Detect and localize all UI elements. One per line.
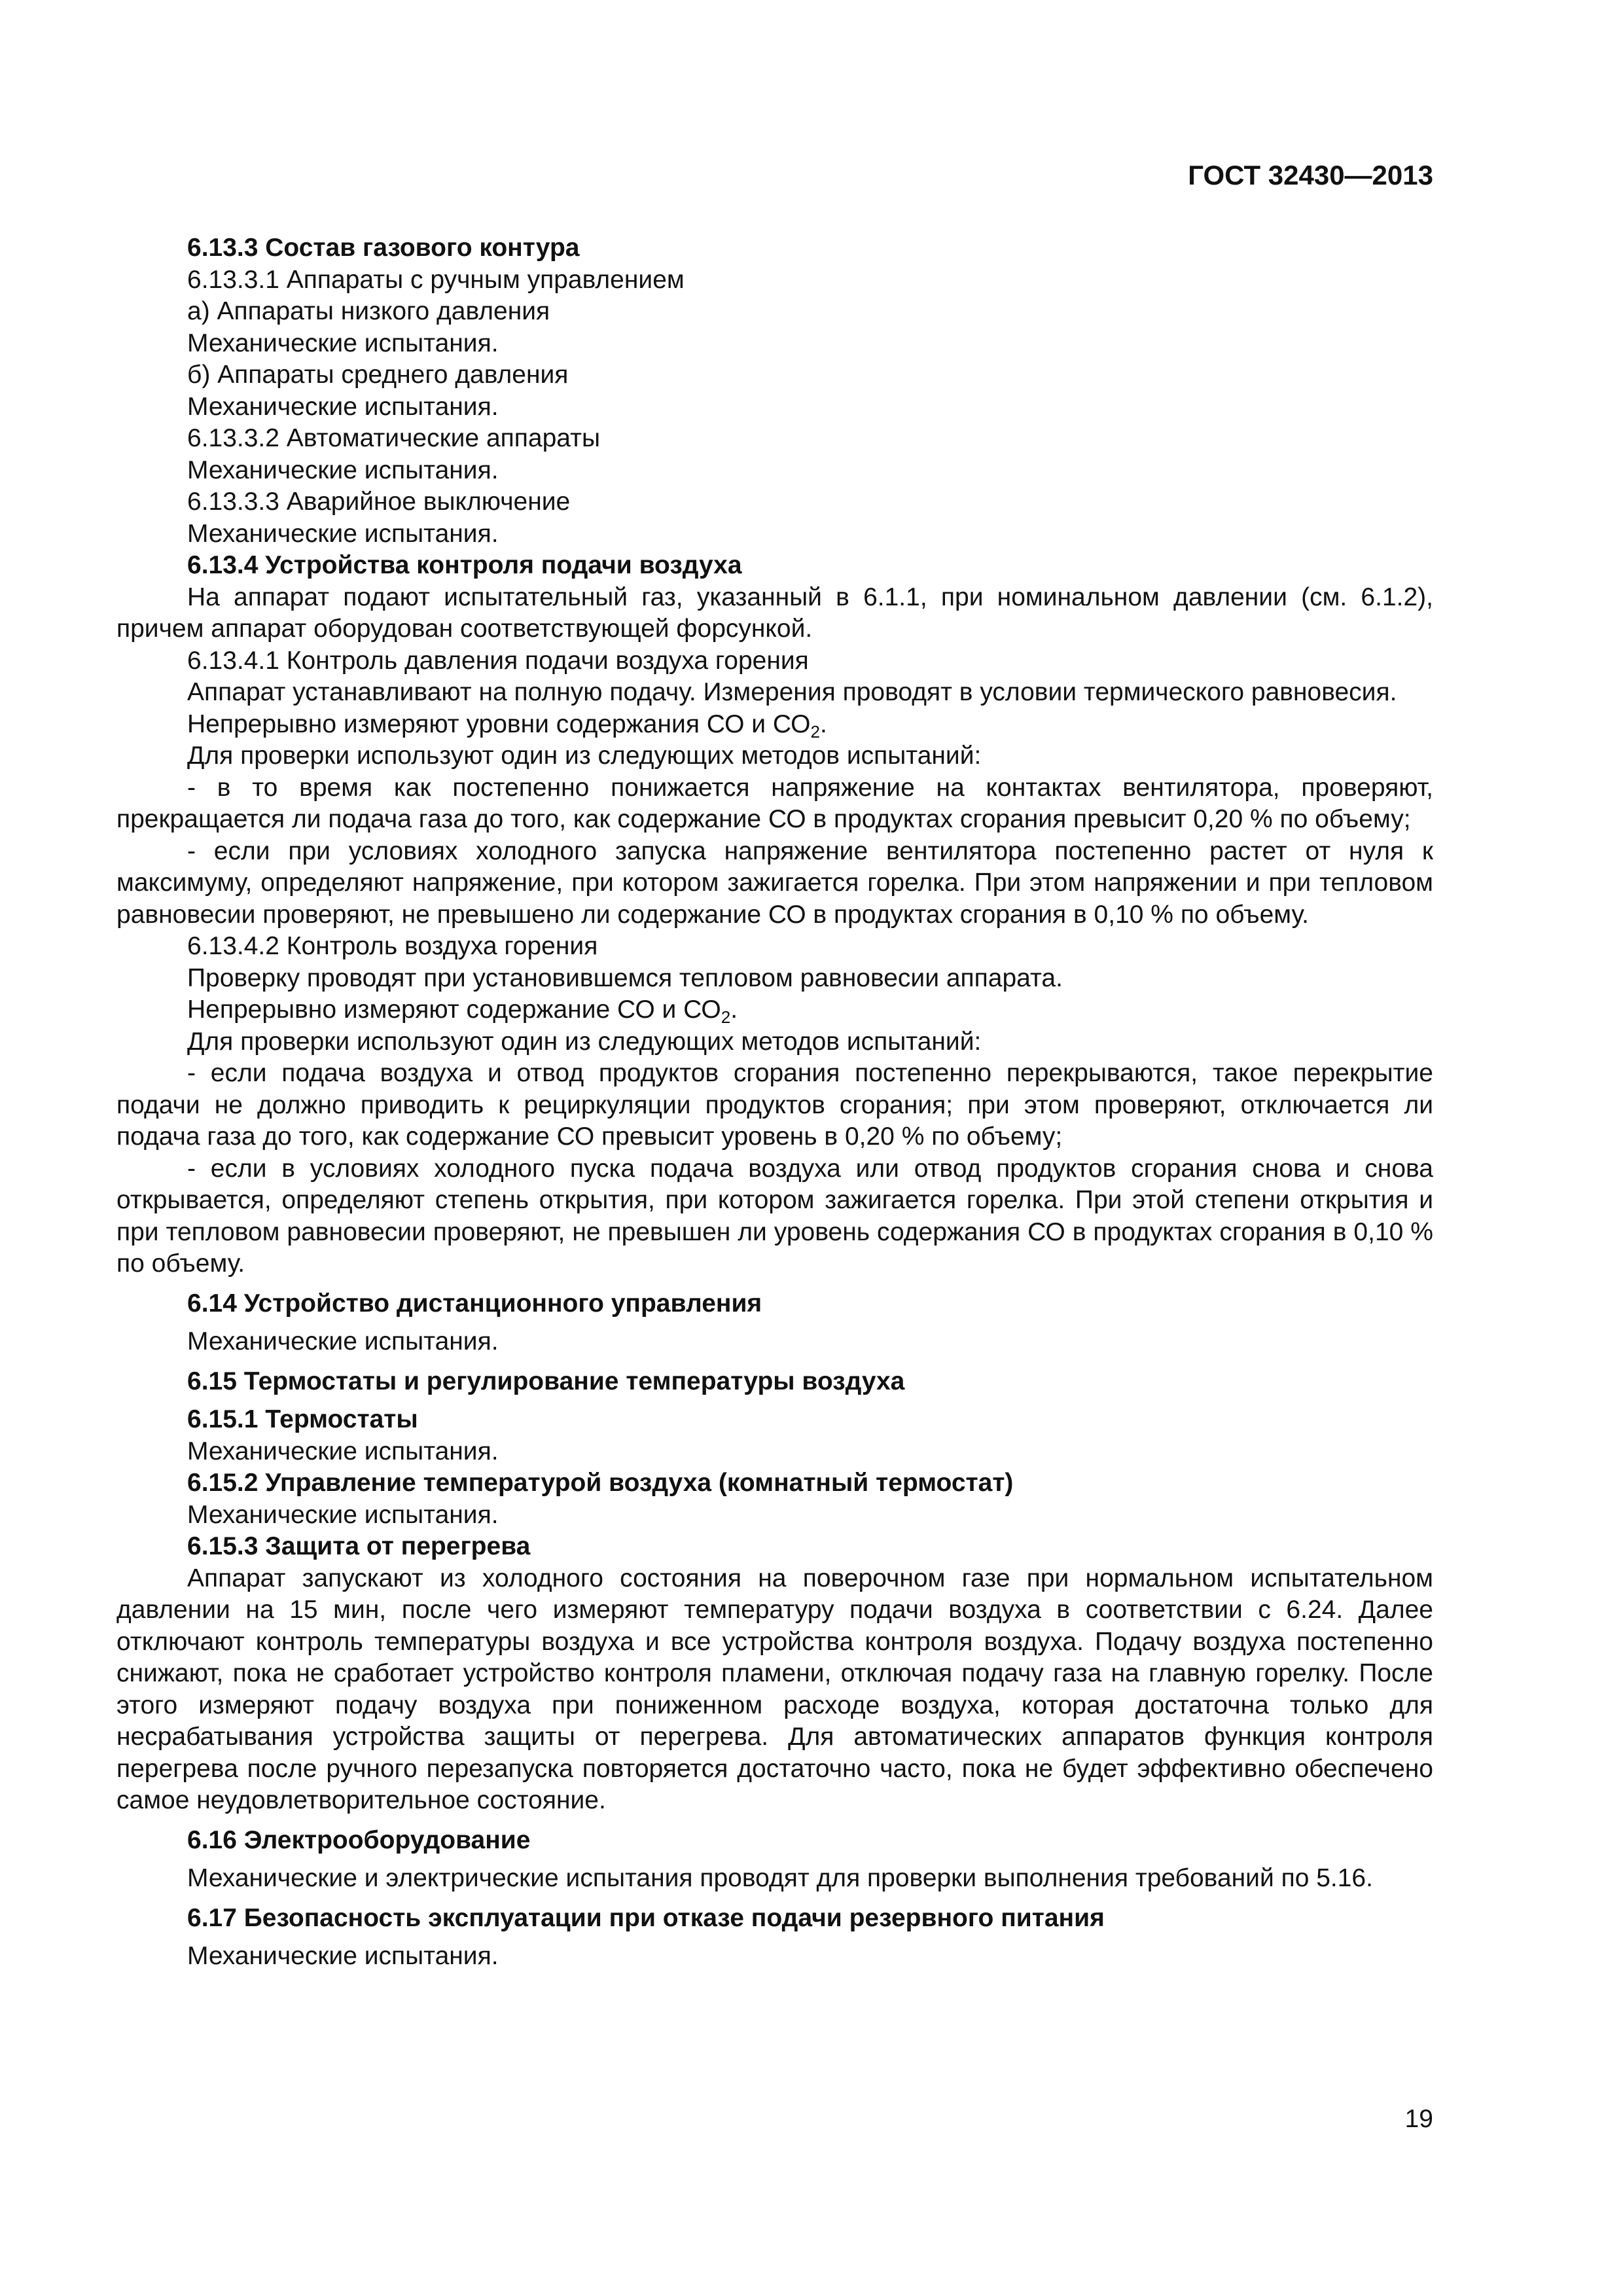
list-item: - если в условиях холодного пуска подача воздуха или отвод продуктов сгорания снова и снова открывается, определяют степень открытия, при котором зажигается горелка. При этой степени открытия и при тепловом равновесии проверяют, не превышен ли уровень содержания СО в продуктах сгорания в 0,10 % по объему. [116, 1154, 1433, 1278]
paragraph: Механические испытания. [187, 329, 499, 357]
section-heading: 6.15.1 Термостаты [187, 1405, 418, 1433]
page-number: 19 [1404, 2105, 1433, 2133]
text-run: Непрерывно измеряют уровни содержания СО и СО [187, 709, 811, 738]
list-item: б) Аппараты среднего давления [187, 361, 569, 389]
paragraph: Механические испытания. [187, 1942, 499, 1970]
list-item: - в то время как постепенно понижается напряжение на контактах вентилятора, проверяют, прекращается ли подача газа до того, как содержание СО в продуктах сгорания превысит 0,20 % по объему; [116, 773, 1433, 833]
paragraph: На аппарат подают испытательный газ, указанный в 6.1.1, при номинальном давлении (см. 6.1.2), причем аппарат оборудован соответствующей форсункой. [116, 583, 1433, 643]
subsection-heading: 6.13.3.2 Автоматические аппараты [187, 424, 600, 452]
paragraph: Механические испытания. [187, 392, 499, 421]
paragraph: Проверку проводят при установившемся тепловом равновесии аппарата. [187, 963, 1063, 992]
subsection-heading: 6.13.4.2 Контроль воздуха горения [187, 932, 598, 960]
subscript: 2 [721, 1007, 731, 1027]
document-body [116, 232, 1433, 1973]
paragraph: Для проверки используют один из следующих методов испытаний: [187, 742, 982, 770]
text-run: Непрерывно измеряют содержание СО и СО [187, 996, 721, 1024]
document-code: ГОСТ 32430—2013 [1188, 160, 1433, 190]
paragraph: Механические испытания. [187, 1500, 499, 1529]
section-heading: 6.13.4 Устройства контроля подачи воздуха [187, 551, 742, 579]
paragraph: Механические испытания. [187, 1437, 499, 1465]
paragraph: Аппарат запускают из холодного состояния на поверочном газе при нормальном испытательном давлении на 15 мин, после чего измеряют температуру подачи воздуха в соответствии с 6.24. Далее отключают контроль температуры воздуха и все устройства контроля воздуха. Подачу воздуха постепенно снижают, пока не сработает устройство контроля пламени, отключая подачу газа на главную горелку. После этого измеряют подачу воздуха при пониженном расходе воздуха, которая достаточна только для несрабатывания устройства защиты от перегрева. Для автоматических аппаратов функция контроля перегрева после ручного перезапуска повторяется достаточно часто, пока не будет эффективно обеспечено самое неудовлетворительное состояние. [116, 1564, 1433, 1814]
section-heading: 6.13.3 Состав газового контура [187, 234, 580, 262]
section-heading: 6.16 Электрооборудование [187, 1825, 531, 1854]
paragraph: Механические испытания. [187, 1327, 499, 1355]
subscript: 2 [810, 721, 820, 742]
section-heading: 6.15.3 Защита от перегрева [187, 1532, 531, 1560]
paragraph [116, 994, 1433, 1026]
paragraph: Механические испытания. [187, 456, 499, 484]
list-item: - если подача воздуха и отвод продуктов сгорания постепенно перекрываются, такое перекрытие подачи не должно приводить к рециркуляции продуктов сгорания; при этом проверяют, отключается ли подача газа до того, как содержание СО превысит уровень в 0,20 % по объему; [116, 1059, 1433, 1151]
section-heading: 6.14 Устройство дистанционного управления [187, 1289, 762, 1318]
paragraph: Для проверки используют один из следующих методов испытаний: [187, 1027, 982, 1056]
subsection-heading: 6.13.4.1 Контроль давления подачи воздуха горения [187, 646, 809, 675]
subsection-heading: 6.13.3.1 Аппараты с ручным управлением [187, 265, 685, 294]
section-heading: 6.15 Термостаты и регулирование температуры воздуха [187, 1367, 905, 1395]
paragraph: Механические и электрические испытания проводят для проверки выполнения требований по 5.16. [187, 1864, 1373, 1892]
text-run: . [730, 996, 738, 1024]
section-heading: 6.15.2 Управление температурой воздуха (комнатный термостат) [187, 1469, 1014, 1497]
section-heading: 6.17 Безопасность эксплуатации при отказе подачи резервного питания [187, 1903, 1105, 1932]
paragraph [116, 709, 1433, 741]
list-item: а) Аппараты низкого давления [187, 297, 550, 325]
paragraph: Механические испытания. [187, 519, 499, 548]
list-item: - если при условиях холодного запуска напряжение вентилятора постепенно растет от нуля к максимуму, определяют напряжение, при котором зажигается горелка. При этом напряжении и при тепловом равновесии проверяют, не превышено ли содержание СО в продуктах сгорания в 0,10 % по объему. [116, 836, 1433, 929]
subsection-heading: 6.13.3.3 Аварийное выключение [187, 488, 571, 516]
text-run: . [819, 709, 827, 738]
paragraph: Аппарат устанавливают на полную подачу. Измерения проводят в условии термического равновесия. [187, 678, 1397, 706]
